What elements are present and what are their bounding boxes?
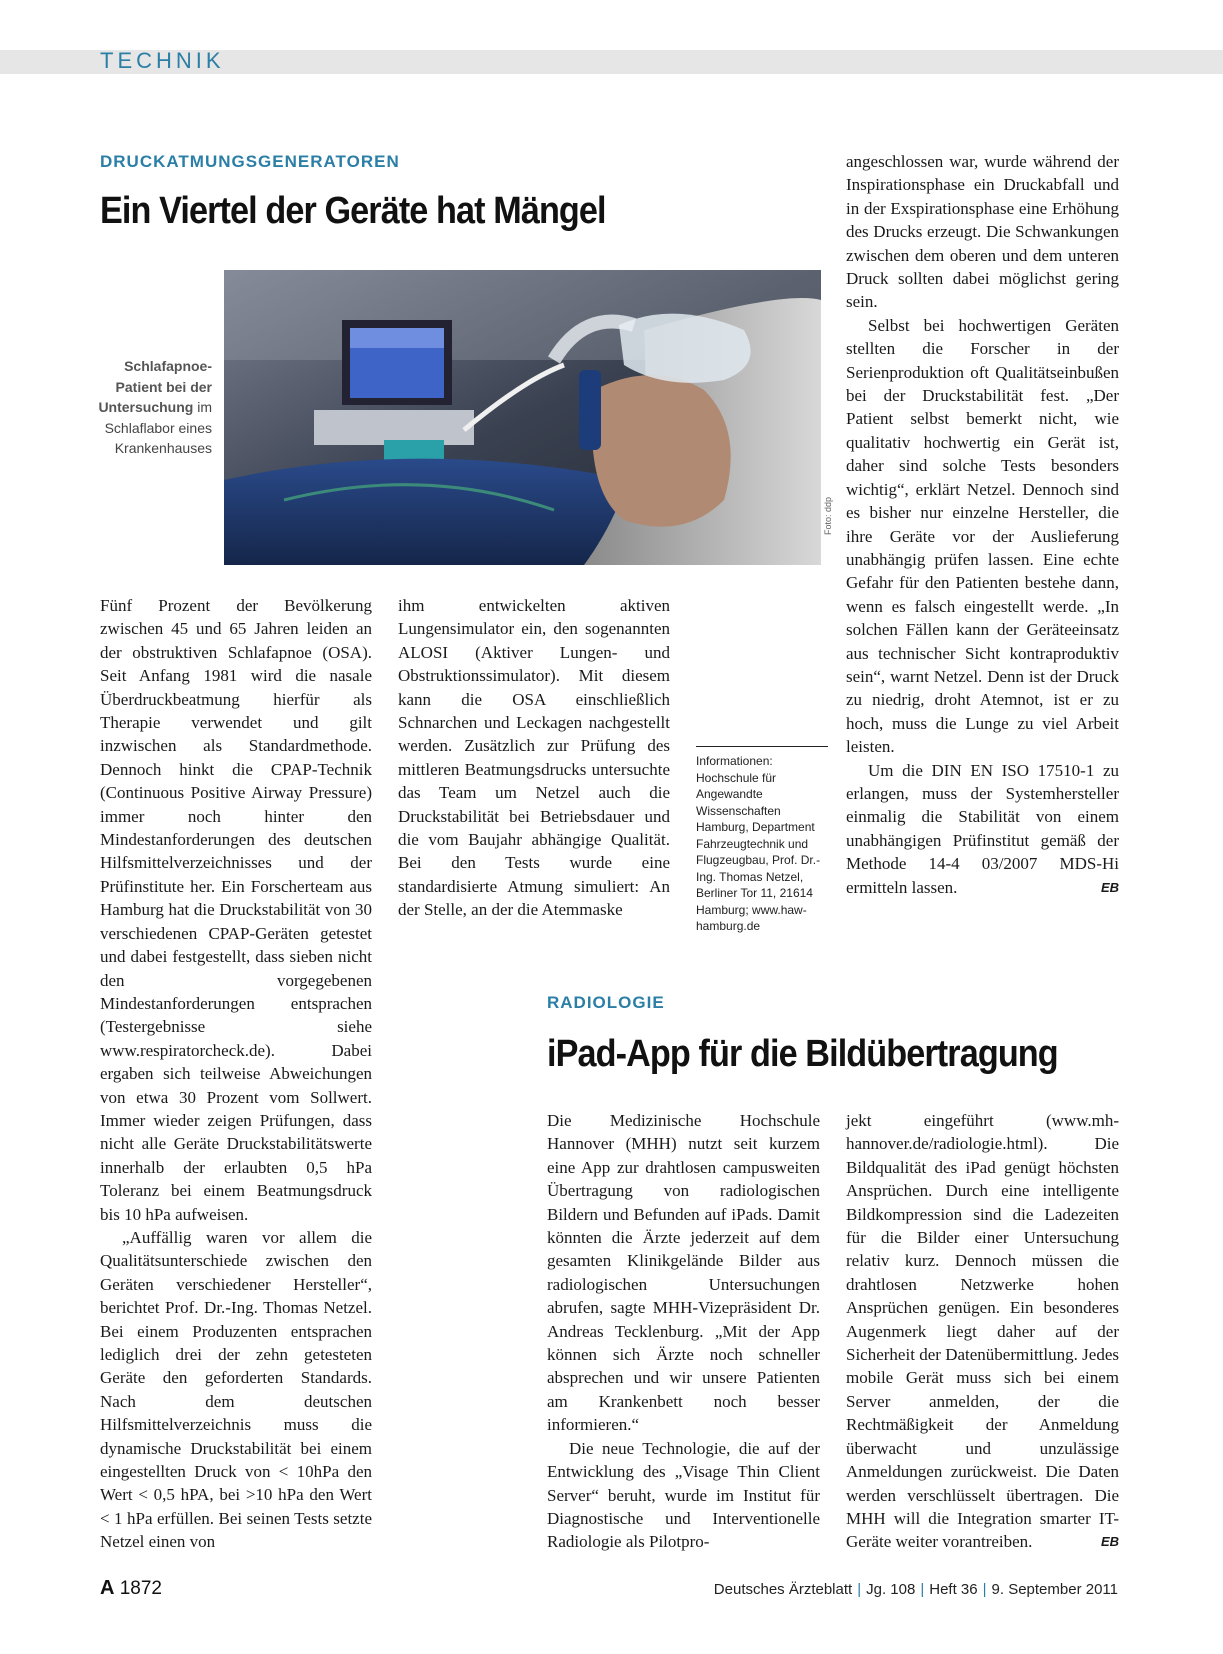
article1-headline: Ein Viertel der Geräte hat Mängel — [100, 190, 606, 232]
article2-column-1 — [547, 1109, 820, 1554]
journal-volume: Jg. 108 — [866, 1581, 916, 1598]
paragraph-text: Um die DIN EN ISO 17510-1 zu erlangen, muss der Systemhersteller einmalig die Stabilität von einem unabhängigen Prüfinstitut gemäß der Methode 14-4 03/2007 MDS-Hi ermitteln lassen. — [846, 760, 1119, 897]
paragraph — [846, 759, 1119, 899]
article1-column-2 — [398, 594, 670, 922]
photo-caption-text: im Schlaflabor eines Krankenhauses — [104, 399, 212, 456]
paragraph: ihm entwickelten aktiven Lungensimulator ein, den sogenannten ALOSI (Aktiver Lungen- und Obstruktionssimulator). Mit diesem kann die OSA einschließlich Schnarchen und Leckagen nachgestellt werden. Zusätzlich zur Prüfung des mittleren Beatmungsdrucks untersuchte das Team um Netzel auch die Druckstabilität bei Betriebsdauer und die vom Baujahr abhängige Qualität. Bei den Tests wurde eine standardisierte Atmung simuliert: An der Stelle, an der die Atemmaske — [398, 596, 670, 920]
journal-issue: Heft 36 — [929, 1581, 978, 1598]
separator: | — [982, 1581, 987, 1598]
page-number — [100, 1577, 162, 1600]
article2-kicker: RADIOLOGIE — [547, 993, 665, 1012]
paragraph: Die Medizinische Hochschule Hannover (MHH) nutzt seit kurzem eine App zur drahtlosen campusweiten Übertragung von radiologischen Bildern und Befunden auf iPads. Damit könnten die Ärzte jederzeit auf dem gesamten Klinikgelände Bilder aus radiologischen Untersuchungen abrufen, sagte MHH-Vizepräsident Dr. Andreas Tecklenburg. „Mit der App können sich Ärzte noch schneller absprechen und wir unsere Patienten am Krankenbett noch besser informieren.“ — [547, 1111, 820, 1435]
page-prefix: A — [100, 1577, 115, 1599]
photo-caption — [95, 356, 212, 459]
journal-date: 9. September 2011 — [991, 1581, 1118, 1598]
article1-kicker: DRUCKATMUNGSGENERATOREN — [100, 152, 400, 171]
paragraph: Selbst bei hochwertigen Geräten stellten die Forscher in der Serienproduktion oft Qualitätseinbußen bei der Druckstabilität fest. „Der Patient selbst bemerkt nicht, wie qualitativ hochwertig ein Gerät ist, daher sind solche Tests besonders wichtig“, erklärt Netzel. Dennoch sind es bisher nur einzelne Hersteller, die ihre Geräte vor der Auslieferung unabhängig prüfen lassen. Eine echte Gefahr für den Patienten bestehe dann, wenn es falsch eingestellt werde. „In solchen Fällen kann der Geräteeinsatz aus technischer Sicht kontraproduktiv sein“, warnt Netzel. Denn ist der Druck zu niedrig, droht Atemnot, ist er zu hoch, muss die Lunge zu viel Arbeit leisten. — [846, 315, 1119, 757]
paragraph — [846, 1109, 1119, 1554]
paragraph-text: jekt eingeführt (www.mh-hannover.de/radiologie.html). Die Bildqualität des iPad genügt höchsten Ansprüchen. Durch eine intelligente Bildkompression sind die Ladezeiten für die Bilder einer Untersuchung relativ kurz. Dennoch müssen die drahtlosen Netzwerke hohen Ansprüchen genügen. Ein besonderes Augenmerk liegt daher auf der Sicherheit der Datenübermittlung. Jedes mobile Gerät muss sich bei einem Server anmelden, der die Rechtmäßigkeit der Anmeldung überwacht und unzulässige Anmeldungen zurückweist. Die Daten werden verschlüsselt übertragen. Die MHH will die Integration smarter IT-Geräte weiter vorantreiben. — [846, 1111, 1119, 1552]
article1-column-3 — [846, 150, 1119, 899]
separator: | — [857, 1581, 862, 1598]
paragraph: Fünf Prozent der Bevölkerung zwischen 45 und 65 Jahren leiden an der obstruktiven Schlafapnoe (OSA). Seit Anfang 1981 wird die nasale Überdruckbeatmung hierfür als Therapie verwendet und gilt inzwischen als Standardmethode. Dennoch hinkt die CPAP-Technik (Continuous Positive Airway Pressure) immer noch hinter den Mindestanforderungen des deutschen Hilfsmittelverzeichnisses und der Prüfinstitute her. Ein Forscherteam aus Hamburg hat die Druckstabilität von 30 verschiedenen CPAP-Geräten getestet und dabei festgestellt, dass sieben nicht den vorgegebenen Mindestanforderungen entsprachen (Testergebnisse siehe www.respiratorcheck.de). Dabei ergaben sich teilweise Abweichungen von etwa 30 Prozent vom Sollwert. Immer wieder zeigen Prüfungen, dass nicht alle Geräte Druckstabilitätswerte innerhalb der erlaubten 0,5 hPa Toleranz bei einem Beatmungsdruck bis 10 hPa aufweisen. — [100, 596, 372, 1224]
author-signature: EB — [1100, 879, 1119, 895]
article2-column-2 — [846, 1109, 1119, 1554]
photo-caption-bold: Schlafapnoe-Patient bei der Untersuchung — [98, 358, 212, 415]
separator: | — [920, 1581, 925, 1598]
paragraph: Die neue Technologie, die auf der Entwicklung des „Visage Thin Client Server“ beruht, wurde im Institut für Diagnostische und Interventionelle Radiologie als Pilotpro- — [547, 1438, 820, 1552]
article2-headline: iPad-App für die Bildübertragung — [547, 1033, 1058, 1075]
paragraph: angeschlossen war, wurde während der Inspirationsphase ein Druckabfall und in der Exspirationsphase eine Erhöhung des Drucks erzeugt. Die Schwankungen zwischen dem oberen und dem unteren Druck sollten dabei möglichst gering sein. — [846, 152, 1119, 312]
article1-column-1 — [100, 594, 372, 1554]
info-box: Informationen: Hochschule für Angewandte Wissenschaften Hamburg, Department Fahrzeugtechnik und Flugzeugbau, Prof. Dr.-Ing. Thomas Netzel, Berliner Tor 11, 21614 Hamburg; www.haw-hamburg.de — [696, 746, 828, 935]
section-label: TECHNIK — [100, 48, 225, 73]
author-signature: EB — [1100, 1534, 1119, 1550]
page-number-value: 1872 — [119, 1578, 163, 1599]
article-photo — [224, 270, 821, 565]
photo-credit: Foto: ddp — [823, 496, 833, 535]
journal-info — [714, 1581, 1118, 1598]
journal-name: Deutsches Ärzteblatt — [713, 1581, 853, 1598]
paragraph: „Auffällig waren vor allem die Qualitätsunterschiede zwischen den Geräten verschiedener Hersteller“, berichtet Prof. Dr.-Ing. Thomas Netzel. Bei einem Produzenten entsprachen lediglich drei der zehn getesteten Geräte den geforderten Standards. Nach dem deutschen Hilfsmittelverzeichnis muss die dynamische Druckstabilität bei einem eingestellten Druck von < 10hPa den Wert < 0,5 hPA, bei >10 hPa den Wert < 1 hPa erfüllen. Bei seinen Tests setzte Netzel einen von — [100, 1227, 372, 1552]
